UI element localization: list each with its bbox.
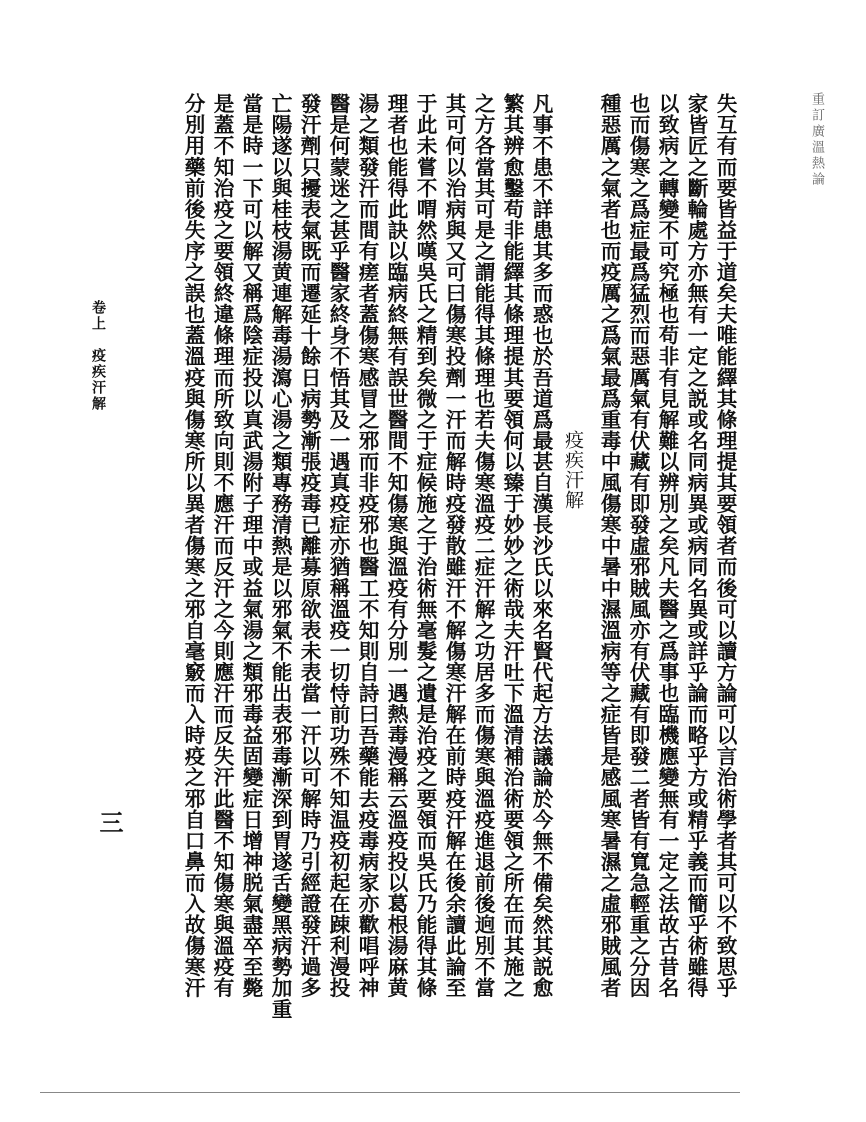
text-column: 以致病之轉變不可究極也苟非有見解難以辨別之矣凡夫醫之爲事也臨機應變無有一定之法故古昔名 [655,93,679,999]
text-column: 其可何以治病與又可曰傷寒投劑一汗而解時疫發散雖汗不解傷寒汗解在前時疫汗解在後余讀此論至 [442,93,466,999]
text-column: 也而傷寒之爲症最爲猛烈而惡厲氣有伏藏有即發虛邪賊風亦有伏藏有即發二者皆有寬急輕重之分因 [626,93,650,999]
page-number: 三 [95,810,124,834]
running-title: 卷上 疫疾汗解 [90,300,106,412]
text-column: 凡事不患不詳患其多而惑也於吾道爲最甚自漢長沙氏以來名賢代起方法議論於今無不備矣然其説愈 [529,93,553,999]
text-column: 是蓋不知治疫之要領終違條理而所致向則不應汗而反汗之今則應汗而反失汗此醫不知傷寒與溫疫有 [210,93,234,999]
text-column: 之方各當其可是之謂能得其條理也若夫傷寒溫疫二症汗解之功居多而傷寒與溫疫進退前後逈別不當 [471,93,495,999]
bottom-rule [40,1092,740,1093]
text-column: 發汗劑只擾表氣既而遷延十餘日病勢漸張疫毒已離募原欲表未表當一汗以可解時乃引經證發汗過多 [297,93,321,999]
text-column: 湯之類發汗而間有瘥者蓋傷寒感冒之邪而非疫邪也醫工不知則自詩曰吾藥能去疫毒病家亦歡唱呼神 [355,93,379,999]
text-column: 繁其辨愈鑿苟非能繹其條理提其要領何以臻于妙妙之術哉夫汗吐下溫清補治術要領之所在而其施之 [500,93,524,999]
text-column: 理者也能得此訣以臨病終無有誤世醫間不知傷寒與溫疫有分別一遇熱毒漫稱云溫疫投以葛根湯麻黄 [384,93,408,999]
text-column: 種惡厲之氣者也而疫厲之爲氣最爲重毒中風傷寒中暑中濕溫病等之症皆是感風寒暑濕之虛邪賊風者 [597,93,621,999]
text-column: 亡陽遂以與桂枝湯黄連解毒湯瀉心湯之類專務清熱是以邪氣不能出表邪毒漸深到胃遂舌變黑病勢加重 [268,93,292,1020]
section-heading: 疫疾汗解 [562,430,584,510]
text-column: 分別用藥前後失序之誤也蓋溫疫與傷寒所以異者傷寒之邪自毫竅而入時疫之邪自口鼻而入故傷寒汗 [181,93,205,999]
text-column: 家皆匠之斷輪處方亦無有一定之説或名同病異或病同名異或詳乎論而略乎方或精乎義而簡乎術雖得 [684,93,708,999]
text-column: 當是時一下可以解又稱爲陰症投以真武湯附子理中或益氣湯之類邪毒益固變症日增神脱氣盡卒至斃 [239,93,263,999]
text-column: 醫是何蒙迷之甚乎醫家終身不悟其及一遇真疫症亦猶稱溫疫一切恃前功殊不知温疫初起在踈利漫投 [326,93,350,999]
text-column: 失互有而要皆益于道矣夫唯能繹其條理提其要領者而後可以讀方論可以言治術學者其可以不致思乎 [713,93,737,999]
text-column: 于此未嘗不喟然嘆吳氏之精到矣微之于症候施之于治術無毫髮之遺是治疫之要領而吳氏乃能得其條 [413,93,437,999]
page-header-strip: 重訂廣溫熱論 [809,92,824,188]
